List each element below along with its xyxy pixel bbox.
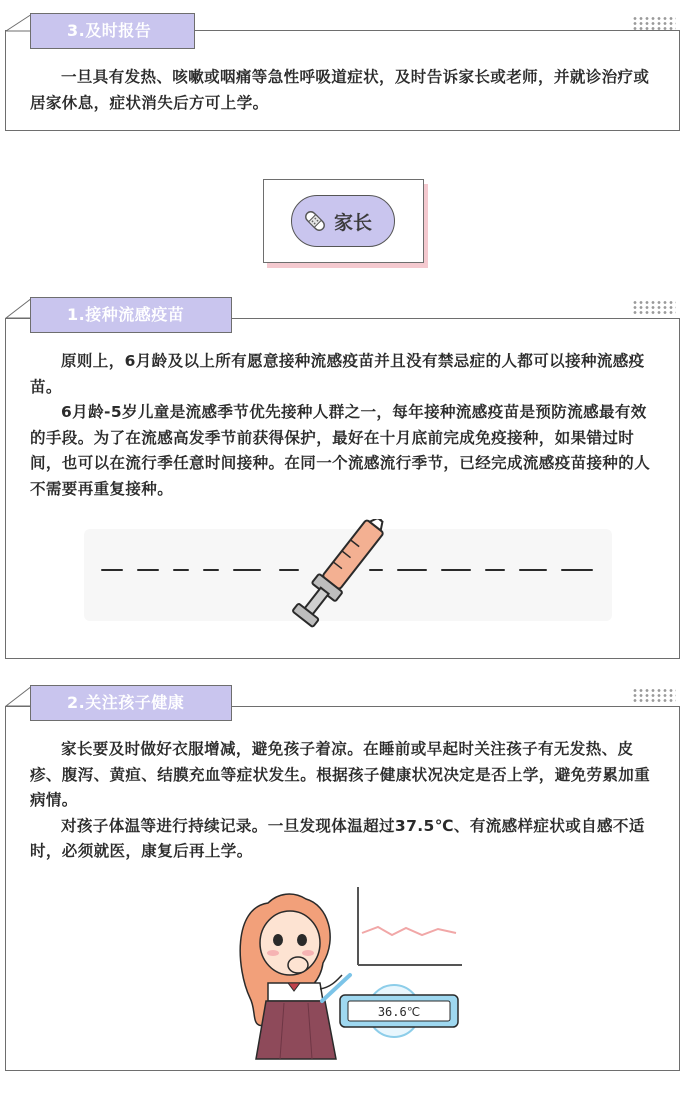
- section-1-card: [5, 318, 680, 659]
- section-1-body: [30, 349, 662, 502]
- parent-pill: [291, 195, 395, 247]
- section-2-card: [5, 706, 680, 1071]
- tab-notch: [5, 297, 33, 319]
- tab-notch: [5, 685, 33, 707]
- decorative-dots: [632, 688, 676, 702]
- decorative-dots: [632, 16, 676, 30]
- section-1-paragraph: 原则上，6月龄及以上所有愿意接种流感疫苗并且没有禁忌症的人都可以接种流感疫苗。: [30, 352, 645, 396]
- child-thermometer-illustration: [228, 883, 478, 1061]
- section-2-title: 2.关注孩子健康: [30, 685, 232, 721]
- syringe-illustration: [82, 519, 614, 629]
- section-2-paragraph: 对孩子体温等进行持续记录。一旦发现体温超过37.5℃、有流感样症状或自感不适时，必须就医，康复后再上学。: [30, 816, 645, 860]
- section-1-title: 1.接种流感疫苗: [30, 297, 232, 333]
- decorative-dots: [632, 300, 676, 314]
- tab-notch: [5, 13, 33, 32]
- thermometer-reading: 36.6℃: [377, 1005, 421, 1019]
- parent-label: 家长: [334, 212, 373, 234]
- thermometer-display: [340, 985, 458, 1037]
- parent-badge: [263, 179, 424, 263]
- section-3-title: 3.及时报告: [30, 13, 195, 49]
- section-3-text: 一旦具有发热、咳嗽或咽痛等急性呼吸道症状，及时告诉家长或老师，并就诊治疗或居家休息，症状消失后方可上学。: [30, 68, 650, 112]
- section-1-paragraph: 6月龄-5岁儿童是流感季节优先接种人群之一，每年接种流感疫苗是预防流感最有效的手段。为了在流感高发季节前获得保护，最好在十月底前完成免疫接种，如果错过时间，也可以在流行季任意时间接种。在同一个流感流行季节，已经完成流感疫苗接种的人不需要再重复接种。: [30, 403, 651, 498]
- section-2-paragraph: 家长要及时做好衣服增减，避免孩子着凉。在睡前或早起时关注孩子有无发热、皮疹、腹泻、黄疸、结膜充血等症状发生。根据孩子健康状况决定是否上学，避免劳累加重病情。: [30, 740, 651, 809]
- bandage-icon: [302, 208, 328, 234]
- section-2-body: [30, 737, 662, 865]
